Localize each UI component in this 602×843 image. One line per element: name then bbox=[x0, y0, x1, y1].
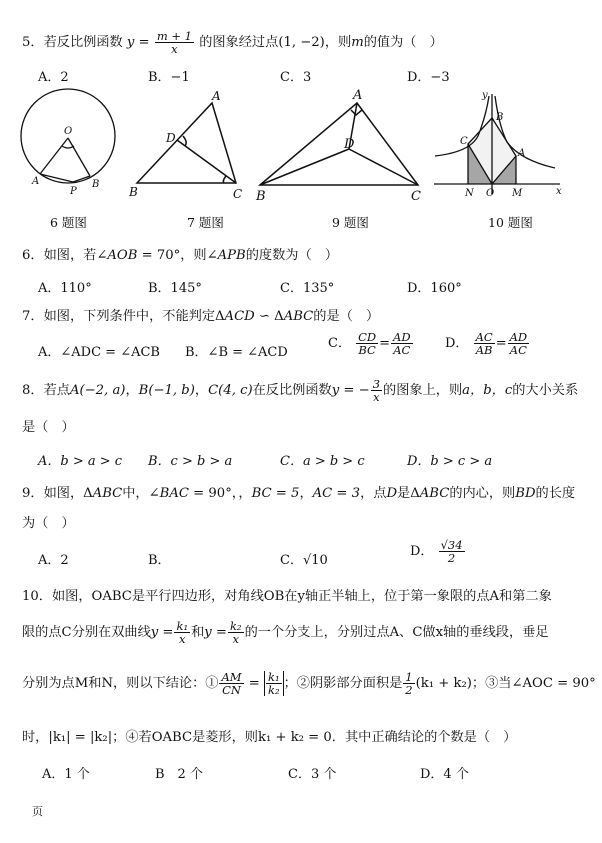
q8-stem-line2: 是（ ） bbox=[22, 420, 75, 435]
fig7-label-c: C bbox=[233, 187, 243, 201]
figure-10 bbox=[434, 94, 560, 194]
q8-stem-line1: 8．若点A(−2, a)，B(−1, b)，C(4, c)在反比例函数y = − $\frac{3}{x}$ 的图象上，则a，b，c的大小关系 bbox=[22, 377, 579, 405]
fig10-label-o: O bbox=[486, 188, 495, 199]
fig10-label-a: A bbox=[518, 148, 526, 159]
q10-option-c: C．3 个 bbox=[288, 767, 337, 782]
fig7-caption: 7 题图 bbox=[187, 215, 224, 230]
q9-option-a: A．2 bbox=[38, 553, 69, 568]
figure-9 bbox=[260, 103, 418, 185]
q10-stem-line3: 分别为点M和N，则以下结论：① $\frac{AM}{CN}$ = $\frac{\text{k₁}}{\text{k₂}}$ ；②阴影部分面积是 $\frac{1}{2}$ (k₁ + k₂)；③当∠AOC = 90° bbox=[22, 670, 596, 698]
q6-option-c: C．135° bbox=[280, 281, 335, 296]
q6-option-b: B．145° bbox=[148, 281, 202, 296]
q5-option-b: B．−1 bbox=[148, 70, 190, 85]
figures-row bbox=[0, 86, 602, 236]
q9-stem-line1: 9．如图，ΔABC中，∠BAC = 90°，，BC = 5，AC = 3，点D是ΔABC的内心，则BD的长度 bbox=[22, 486, 576, 501]
fig10-label-m: M bbox=[512, 188, 523, 199]
q7-option-a: A．∠ADC = ∠ACB bbox=[38, 345, 160, 360]
q7-option-d: D． $\frac{AC}{AB}$ = $\frac{AD}{AC}$ bbox=[445, 330, 528, 358]
fig9-label-d: D bbox=[344, 137, 355, 152]
q10-option-b: B 2 个 bbox=[155, 767, 203, 782]
q5-fraction: $\frac{m + 1}{x}$ bbox=[156, 29, 192, 57]
q5-option-a: A．2 bbox=[38, 70, 69, 85]
q8-option-a: A．b > a > c bbox=[38, 454, 123, 469]
q6-option-d: D．160° bbox=[407, 281, 462, 296]
fig10-label-n: N bbox=[465, 188, 474, 199]
fig6-label-b: B bbox=[92, 179, 100, 190]
fig7-label-a: A bbox=[212, 89, 221, 103]
figure-7 bbox=[137, 103, 236, 183]
fig7-label-d: D bbox=[166, 131, 176, 145]
fig7-label-b: B bbox=[129, 185, 138, 199]
q6-option-a: A．110° bbox=[38, 281, 92, 296]
q10-stem-line4: 时，|k₁| = |k₂|；④若OABC是菱形，则k₁ + k₂ = 0．其中正确结论的个数是（ ） bbox=[22, 730, 517, 745]
fig9-label-a: A bbox=[353, 88, 363, 103]
q9-option-c: C．√10 bbox=[280, 553, 328, 568]
fig10-label-x: x bbox=[556, 186, 562, 197]
fig9-label-b: B bbox=[256, 189, 266, 204]
fig10-label-c: C bbox=[460, 136, 468, 147]
q7-option-c: C． $\frac{CD}{BC}$ = $\frac{AD}{AC}$ bbox=[328, 330, 411, 358]
q7-option-b: B．∠B = ∠ACD bbox=[185, 345, 288, 360]
fig9-label-c: C bbox=[411, 189, 421, 204]
q9-option-d: D． $\frac{√34}{2}$ bbox=[410, 538, 463, 566]
q10-option-d: D．4 个 bbox=[420, 767, 469, 782]
fig10-caption: 10 题图 bbox=[488, 215, 533, 230]
q8-option-c: C．a > b > c bbox=[280, 454, 365, 469]
q10-stem-line1: 10．如图，OABC是平行四边形，对角线OB在y轴正半轴上，位于第一象限的点A和第二象 bbox=[22, 589, 552, 604]
fig6-caption: 6 题图 bbox=[50, 215, 87, 230]
q6-stem: 6．如图，若∠AOB = 70°，则∠APB的度数为（ ） bbox=[22, 248, 339, 263]
q5-option-d: D．−3 bbox=[407, 70, 450, 85]
q10-stem-line2: 限的点C分别在双曲线y = $\frac{\text{k₁}}{x}$ 和y = $\frac{\text{k₂}}{x}$ 的一个分支上，分别过点A、C做x轴的垂线段，垂足 bbox=[22, 619, 549, 647]
fig10-label-b: B bbox=[496, 112, 504, 123]
page-footer: 页 bbox=[32, 805, 43, 818]
q10-option-a: A．1 个 bbox=[42, 767, 90, 782]
q9-stem-line2: 为（ ） bbox=[22, 516, 75, 531]
q8-option-b: B．c > b > a bbox=[148, 454, 233, 469]
q5-option-c: C．3 bbox=[280, 70, 312, 85]
q7-stem: 7．如图，下列条件中，不能判定ΔACD ∽ ΔABC的是（ ） bbox=[22, 309, 380, 324]
q8-option-d: D．b > c > a bbox=[407, 454, 493, 469]
fig6-label-p: P bbox=[70, 186, 77, 197]
fig6-label-a: A bbox=[32, 176, 40, 187]
fig9-caption: 9 题图 bbox=[332, 215, 369, 230]
fig6-label-o: O bbox=[64, 126, 73, 137]
q5-stem: 5．若反比例函数 y = $\frac{m + 1}{x}$ 的图象经过点(1, −2)，则m的值为（ ） bbox=[22, 29, 443, 57]
fig10-label-y: y bbox=[482, 90, 488, 101]
q9-option-b: B． bbox=[148, 553, 171, 568]
